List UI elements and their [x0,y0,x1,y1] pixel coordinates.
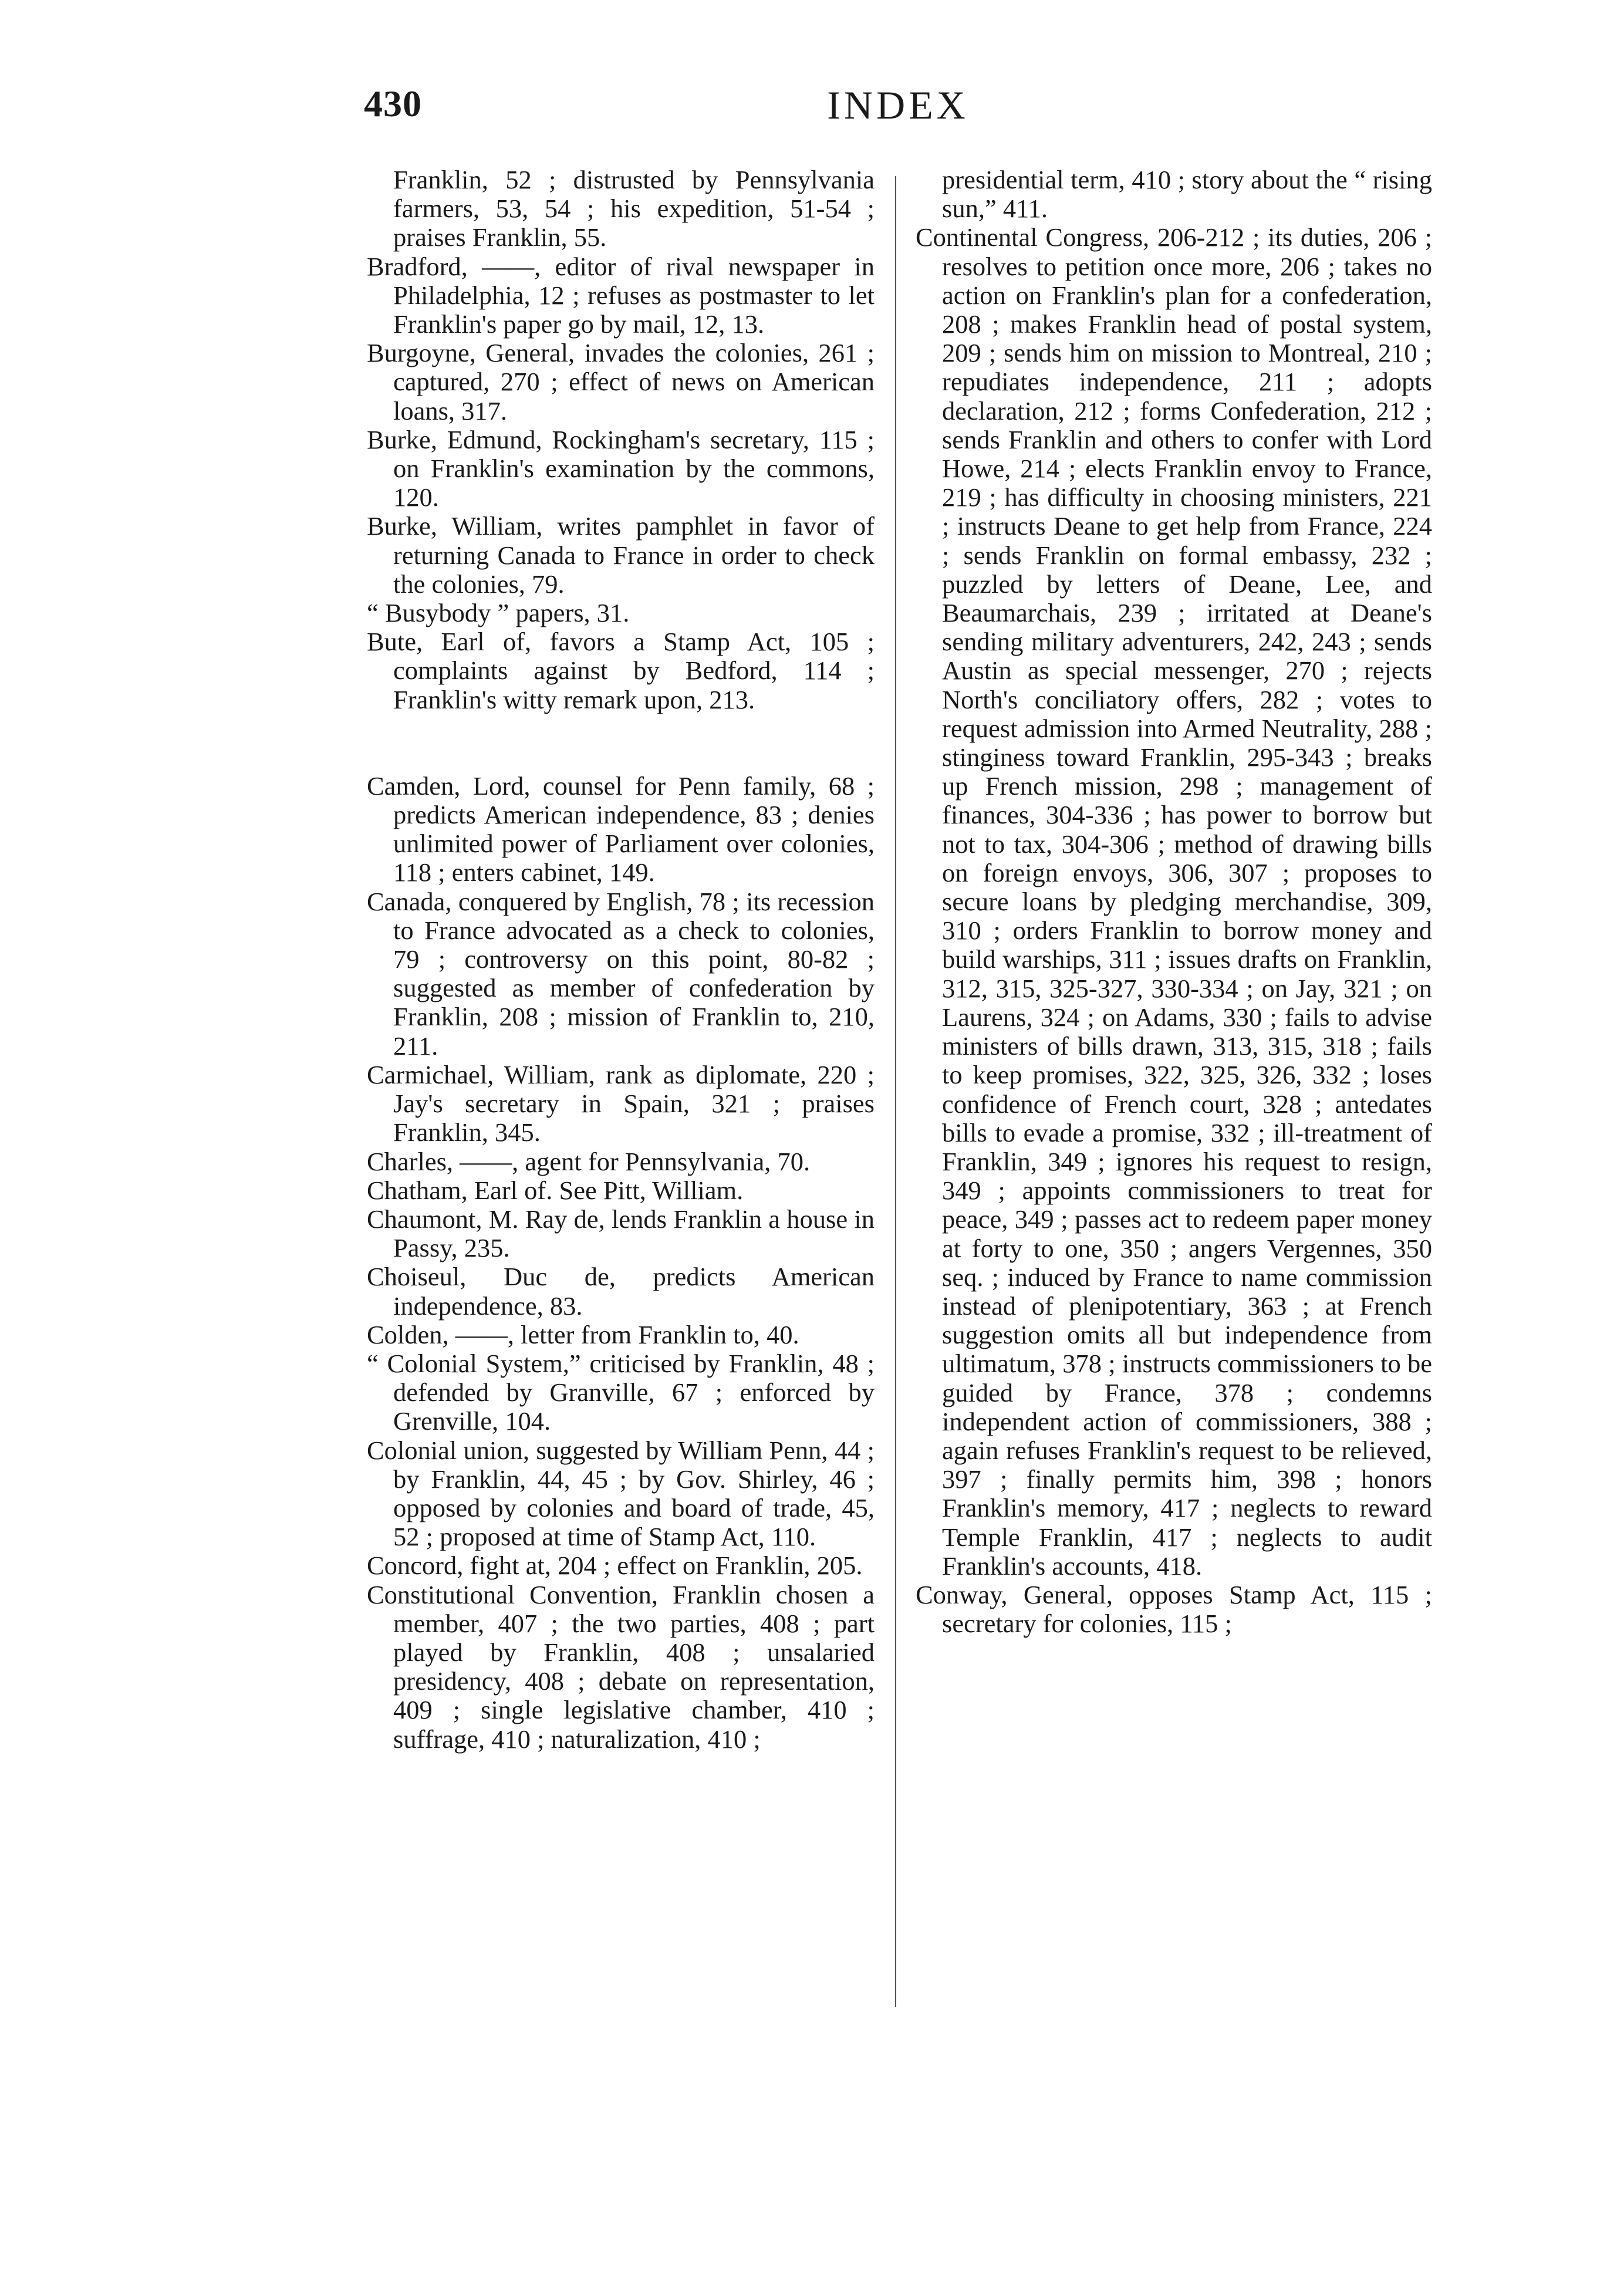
page-header [364,82,1432,147]
index-entry: Carmichael, William, rank as diplomate, 220 ; Jay's secretary in Spain, 321 ; praises Franklin, 345. [367,1059,875,1147]
index-entry: “ Busybody ” papers, 31. [367,598,630,628]
index-entry: Chatham, Earl of. See Pitt, William. [367,1175,744,1205]
letter-section-gap [367,714,875,772]
index-entry: Burgoyne, General, invades the colonies, 261 ; captured, 270 ; effect of news on American loans, 317. [367,338,875,426]
page-number: 430 [364,83,422,124]
index-column-right [916,166,1432,1638]
index-entry: Camden, Lord, counsel for Penn family, 68 ; predicts American independence, 83 ; denies unlimited power of Parliament over colonies, 118 ; enters cabinet, 149. [367,771,875,887]
index-entry: Franklin, 52 ; distrusted by Pennsylvania farmers, 53, 54 ; his expedition, 51-54 ; praises Franklin, 55. [393,165,875,252]
index-entry: Conway, General, opposes Stamp Act, 115 ; secretary for colonies, 115 ; [916,1579,1432,1639]
index-entry: Bute, Earl of, favors a Stamp Act, 105 ; complaints against by Bedford, 114 ; Franklin's witty remark upon, 213. [367,627,875,714]
index-entry: Continental Congress, 206-212 ; its duties, 206 ; resolves to petition once more, 206 ; takes no action on Franklin's plan for a confederation, 208 ; makes Franklin head of postal system, 209 ; sends him on mission to Montreal, 210 ; repudiates independence, 211 ; adopts declaration, 212 ; forms Confederation, 212 ; sends Franklin and others to confer with Lord Howe, 214 ; elects Franklin envoy to France, 219 ; has difficulty in choosing ministers, 221 ; instructs Deane to get help from France, 224 ; sends Franklin on formal embassy, 232 ; puzzled by letters of Deane, Lee, and Beaumarchais, 239 ; irritated at Deane's sending military adventurers, 242, 243 ; sends Austin as special messenger, 270 ; rejects North's conciliatory offers, 282 ; votes to request admission into Armed Neutrality, 288 ; stinginess toward Franklin, 295-343 ; breaks up French mission, 298 ; management of finances, 304-336 ; has power to borrow but not to tax, 304-306 ; method of drawing bills on foreign envoys, 306, 307 ; proposes to secure loans by pledging merchandise, 309, 310 ; orders Franklin to borrow money and build warships, 311 ; issues drafts on Franklin, 312, 315, 325-327, 330-334 ; on Jay, 321 ; on Laurens, 324 ; on Adams, 330 ; fails to advise ministers of bills drawn, 313, 315, 318 ; fails to keep promises, 322, 325, 326, 332 ; loses confidence of French court, 328 ; antedates bills to evade a promise, 332 ; ill-treatment of Franklin, 349 ; ignores his request to resign, 349 ; appoints commissioners to treat for peace, 349 ; passes act to redeem paper money at forty to one, 350 ; angers Vergennes, 350 seq. ; induced by France to name commission instead of plenipotentiary, 363 ; at French suggestion omits all but independence from ultimatum, 378 ; instructs commissioners to be guided by France, 378 ; condemns independent action of commissioners, 388 ; again refuses Franklin's request to be relieved, 397 ; finally permits him, 398 ; honors Franklin's memory, 417 ; neglects to reward Temple Franklin, 417 ; neglects to audit Franklin's accounts, 418. [916,222,1432,1581]
index-entry: “ Colonial System,” criticised by Franklin, 48 ; defended by Granville, 67 ; enforced by Grenville, 104. [367,1348,875,1436]
index-entry: Bradford, ——, editor of rival newspaper in Philadelphia, 12 ; refuses as postmaster to let Franklin's paper go by mail, 12, 13. [367,251,875,339]
column-divider [895,176,896,2007]
index-entry: Burke, William, writes pamphlet in favor of returning Canada to France in order to check the colonies, 79. [367,511,875,599]
index-column-left [367,166,875,1754]
index-entry: presidential term, 410 ; story about the “ rising sun,” 411. [942,165,1432,224]
page-title: INDEX [827,83,969,127]
index-entry: Canada, conquered by English, 78 ; its recession to France advocated as a check to colonies, 79 ; controversy on this point, 80-82 ; suggested as member of confederation by Franklin, 208 ; mission of Franklin to, 210, 211. [367,886,875,1061]
index-entry: Colonial union, suggested by William Penn, 44 ; by Franklin, 44, 45 ; by Gov. Shirley, 46 ; opposed by colonies and board of trade, 45, 52 ; proposed at time of Stamp Act, 110. [367,1435,875,1552]
index-entry: Burke, Edmund, Rockingham's secretary, 115 ; on Franklin's examination by the commons, 120. [367,424,875,512]
index-entry: Choiseul, Duc de, predicts American independence, 83. [367,1262,875,1321]
index-entry: Chaumont, M. Ray de, lends Franklin a house in Passy, 235. [367,1204,875,1263]
index-entry: Charles, ——, agent for Pennsylvania, 70. [367,1146,811,1176]
index-entry: Concord, fight at, 204 ; effect on Franklin, 205. [367,1551,863,1581]
index-entry: Constitutional Convention, Franklin chosen a member, 407 ; the two parties, 408 ; part played by Franklin, 408 ; unsalaried presidency, 408 ; debate on representation, 409 ; single legislative chamber, 410 ; suffrage, 410 ; naturalization, 410 ; [367,1579,875,1754]
index-entry: Colden, ——, letter from Franklin to, 40. [367,1319,799,1349]
